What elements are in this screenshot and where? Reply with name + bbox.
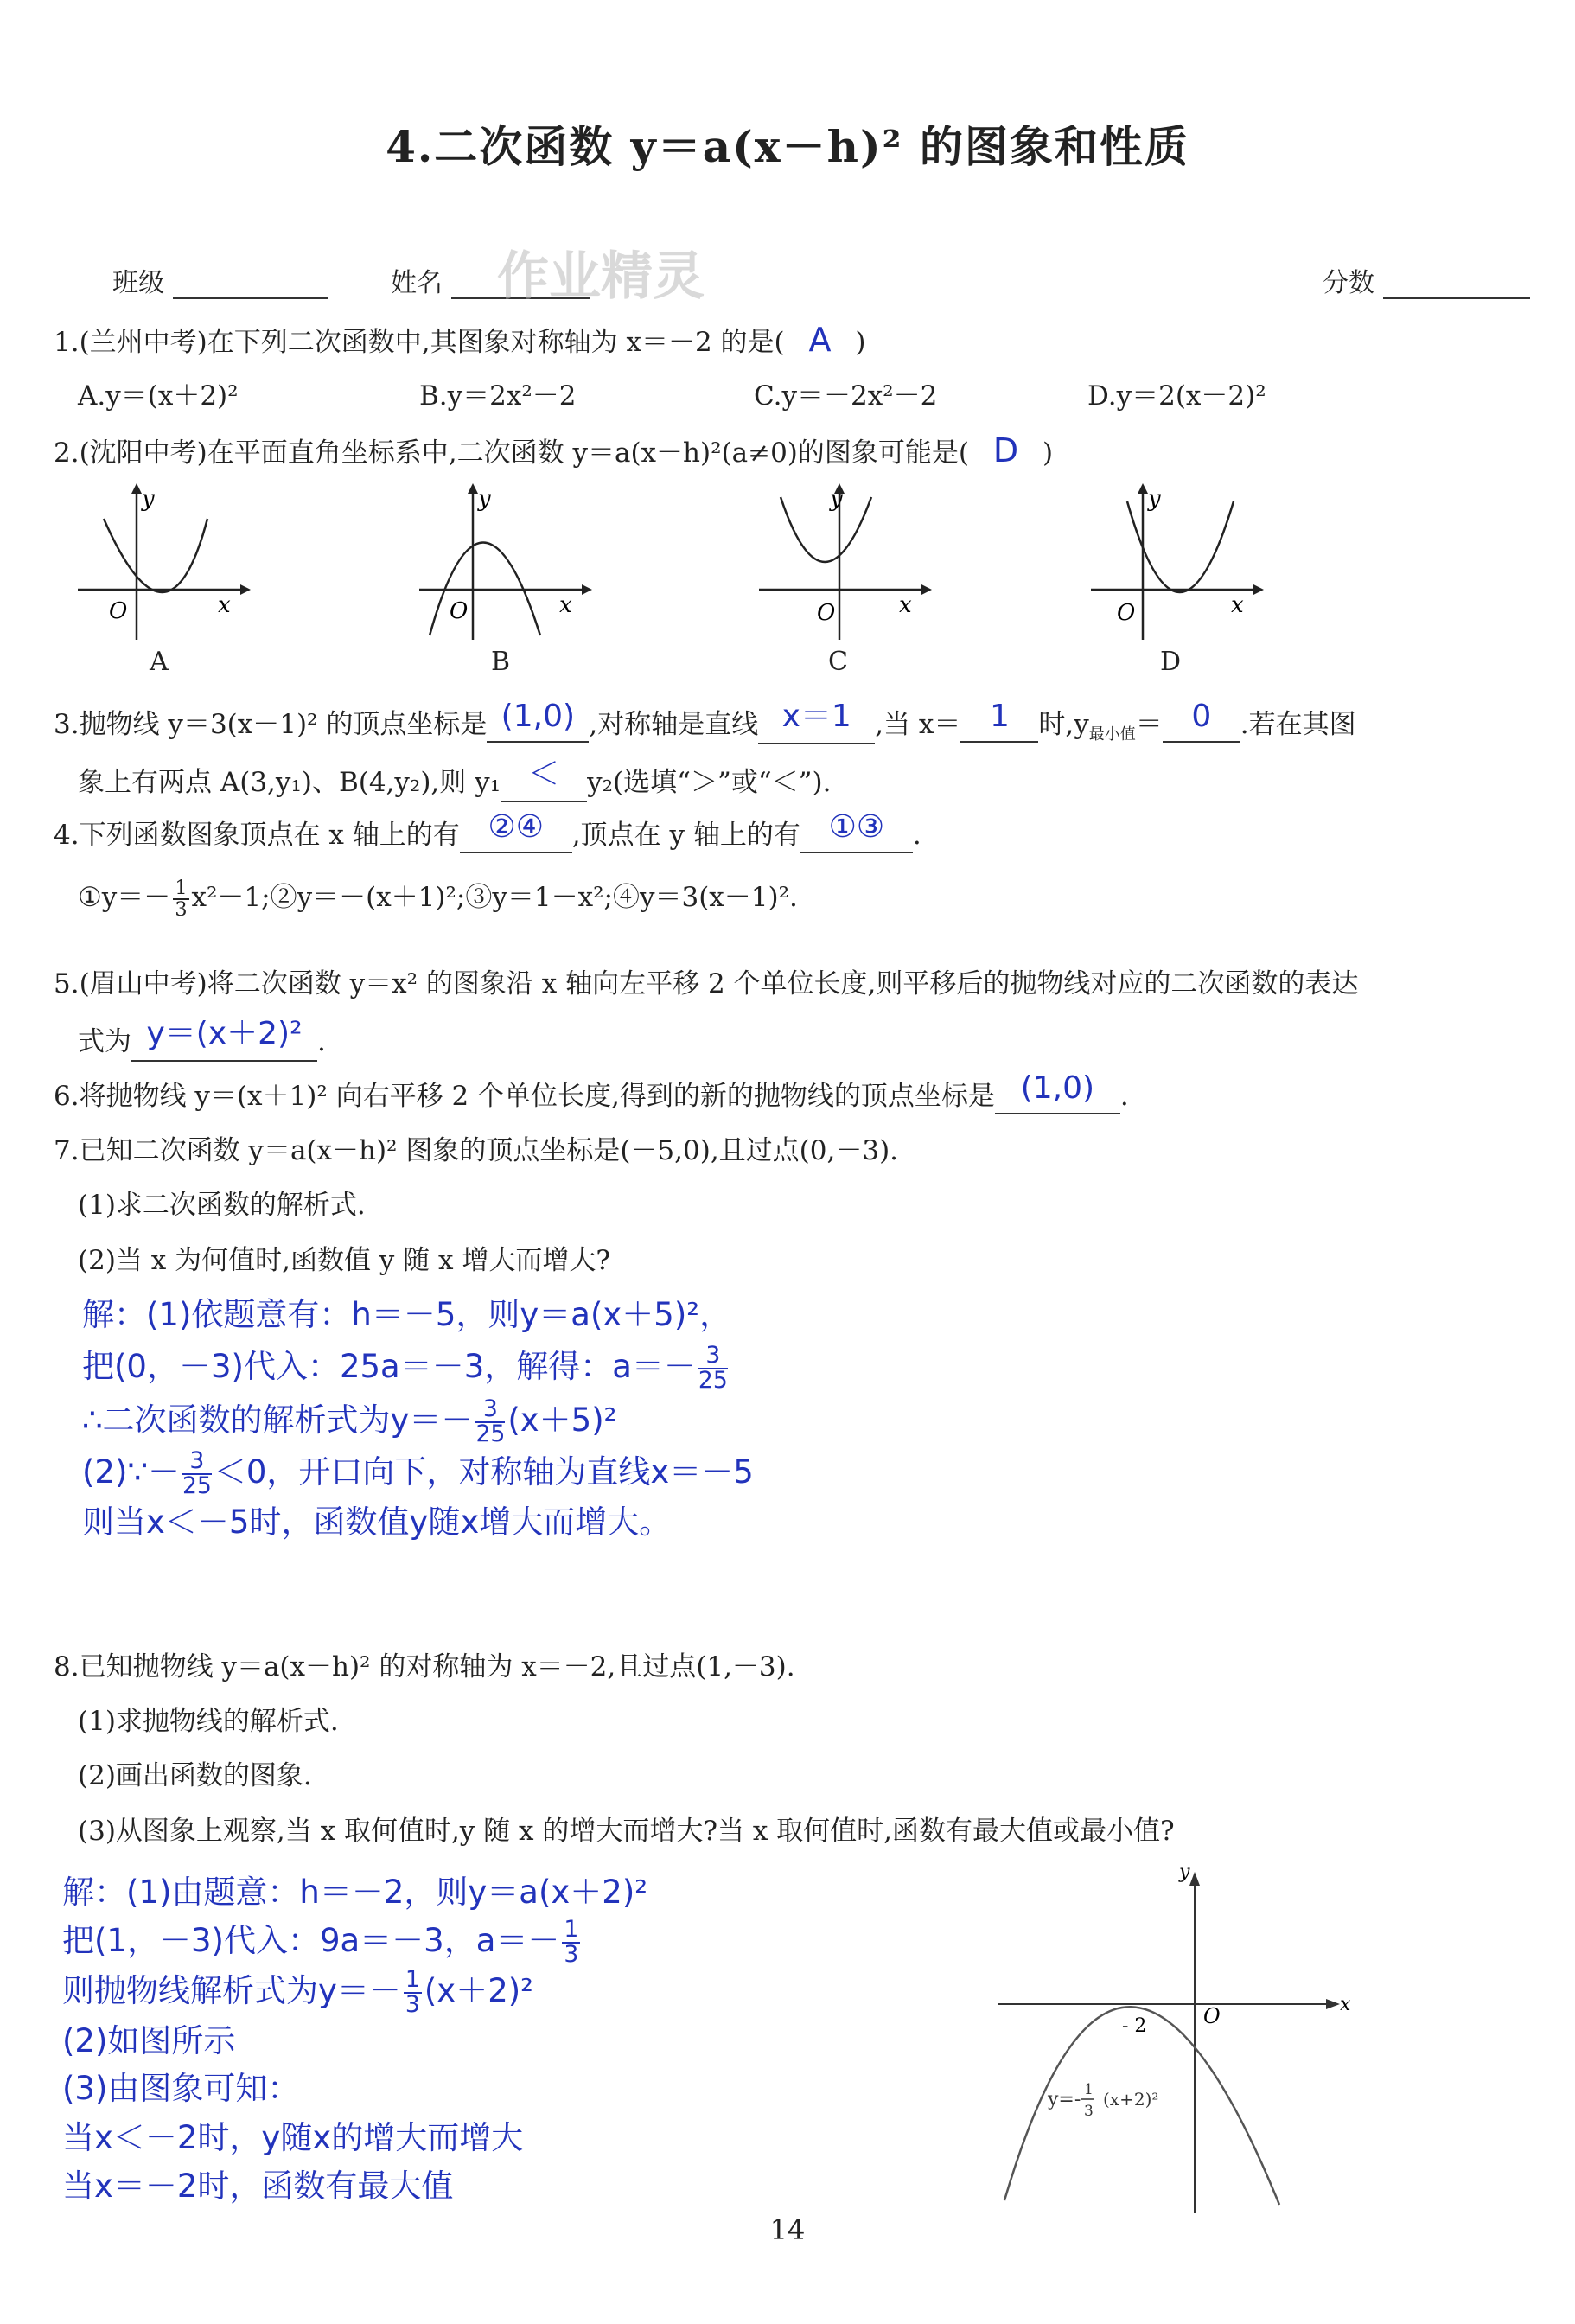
q7-sub2: (2)当 x 为何值时,函数值 y 随 x 增大而增大? <box>78 1245 610 1276</box>
class-blank <box>173 268 328 299</box>
q3-answer-vertex: (1,0) <box>501 699 576 734</box>
q6-answer: (1,0) <box>1020 1070 1095 1106</box>
svg-text:y: y <box>478 486 491 512</box>
origin-label: O <box>109 598 128 624</box>
name-label: 姓名 <box>391 268 443 298</box>
svg-text:x: x <box>1231 592 1244 618</box>
q2-caption-d: D <box>1160 647 1182 677</box>
svg-text:y: y <box>1148 486 1161 512</box>
q2-caption-b: B <box>491 647 511 677</box>
q8-sub2: (2)画出函数的图象. <box>78 1760 312 1791</box>
q8-parabola-graph <box>968 1859 1374 2222</box>
q3-line2: 象上有两点 A(3,y₁)、B(4,y₂),则 y₁ ＜ y₂(选填“＞”或“＜”). <box>78 757 831 802</box>
graph-vertex-label: - 2 <box>1122 2015 1147 2037</box>
svg-text:O: O <box>817 600 836 626</box>
svg-text:O: O <box>450 598 469 624</box>
q4-line2: ①y＝－ $\frac{1}{3}$ x²－1;②y＝－(x＋1)²;③y＝1－x²;④y＝3(x－1)². <box>78 877 798 921</box>
q7-solution-5: 则当x＜－5时，函数值y随x增大而增大。 <box>82 1504 672 1541</box>
svg-text:3: 3 <box>1084 2103 1094 2120</box>
q1-option-a: A.y＝(x＋2)² <box>78 380 239 412</box>
q7-solution-3: ∴二次函数的解析式为y＝－ $\frac{3}{25}$ (x＋5)² <box>82 1395 617 1447</box>
q7-solution-4: (2)∵－ $\frac{3}{25}$ ＜0，开口向下，对称轴为直线x＝－5 <box>82 1446 754 1499</box>
q2-graph-b <box>411 480 601 644</box>
q3-answer-compare: ＜ <box>528 757 560 792</box>
q2-caption-c: C <box>828 647 848 677</box>
class-label: 班级 <box>112 268 164 298</box>
graph-curve-label <box>1047 2081 1158 2120</box>
graph-y-label: y <box>1179 1861 1190 1883</box>
q1-option-c: C.y＝－2x²－2 <box>754 380 938 412</box>
q1-option-d: D.y＝2(x－2)² <box>1087 380 1266 412</box>
q7-solution-1: 解：(1)依题意有：h＝－5，则y＝a(x＋5)²， <box>82 1296 732 1333</box>
y-label: y <box>142 486 155 512</box>
q5-line1: 5.(眉山中考)将二次函数 y＝x² 的图象沿 x 轴向左平移 2 个单位长度,则平移后的抛物线对应的二次函数的表达 <box>54 968 1359 999</box>
q4-answer-xaxis: ②④ <box>488 809 545 845</box>
svg-text:(x+2)²: (x+2)² <box>1103 2089 1159 2110</box>
x-label: x <box>218 592 231 618</box>
score-blank <box>1383 268 1530 299</box>
q8-sub1: (1)求抛物线的解析式. <box>78 1706 339 1737</box>
class-field <box>112 261 328 299</box>
q8-stem: 8.已知抛物线 y＝a(x－h)² 的对称轴为 x＝－2,且过点(1,－3). <box>54 1651 795 1682</box>
svg-text:1: 1 <box>1084 2081 1094 2098</box>
q2-answer: D <box>992 431 1019 469</box>
q8-solution-4: (2)如图所示 <box>62 2022 236 2059</box>
q1-stem: 1.(兰州中考)在下列二次函数中,其图象对称轴为 x＝－2 的是( A ) <box>54 321 866 359</box>
graph-x-label: x <box>1340 1994 1351 2015</box>
q8-solution-1: 解：(1)由题意：h＝－2，则y＝a(x＋2)² <box>62 1874 648 1911</box>
q1-option-b: B.y＝2x²－2 <box>419 380 577 412</box>
svg-text:y=-: y=- <box>1048 2089 1081 2110</box>
q5-answer: y＝(x＋2)² <box>146 1016 303 1051</box>
q7-sub1: (1)求二次函数的解析式. <box>78 1190 366 1221</box>
score-label: 分数 <box>1323 268 1374 298</box>
q8-solution-3: 则抛物线解析式为y＝－ $\frac{1}{3}$ (x＋2)² <box>62 1965 533 2018</box>
watermark: 作业精灵 <box>497 246 705 307</box>
svg-text:O: O <box>1117 600 1136 626</box>
q2-stem: 2.(沈阳中考)在平面直角坐标系中,二次函数 y＝a(x－h)²(a≠0)的图象可能是( D ) <box>54 431 1054 469</box>
svg-text:x: x <box>559 592 572 618</box>
graph-origin: O <box>1203 2004 1221 2028</box>
q8-solution-2: 把(1，－3)代入：9a＝－3，a＝－ $\frac{1}{3}$ <box>62 1915 579 1968</box>
q4-answer-yaxis: ①③ <box>828 809 885 845</box>
q8-solution-7: 当x＝－2时，函数有最大值 <box>62 2168 454 2205</box>
q6-line: 6.将抛物线 y＝(x＋1)² 向右平移 2 个单位长度,得到的新的抛物线的顶点坐标是 (1,0) . <box>54 1074 1129 1114</box>
q7-stem: 7.已知二次函数 y＝a(x－h)² 图象的顶点坐标是(－5,0),且过点(0,－3). <box>54 1135 899 1166</box>
q2-graph-a <box>69 480 259 644</box>
q2-graph-c <box>750 480 941 644</box>
q4-line1: 4.下列函数图象顶点在 x 轴上的有 ②④ ,顶点在 y 轴上的有 ①③ . <box>54 813 921 853</box>
score-field <box>1323 261 1530 299</box>
q8-sub3: (3)从图象上观察,当 x 取何值时,y 随 x 的增大而增大?当 x 取何值时,函数有最大值或最小值? <box>78 1816 1175 1847</box>
svg-text:y: y <box>830 486 843 512</box>
svg-text:x: x <box>899 592 912 618</box>
page-number: 14 <box>769 2213 806 2246</box>
page-title: 4.二次函数 y＝a(x－h)² 的图象和性质 <box>386 121 1189 172</box>
q3-answer-min: 0 <box>1191 699 1212 734</box>
q2-caption-a: A <box>150 647 169 677</box>
q3-answer-x: 1 <box>989 699 1010 734</box>
q7-solution-2: 把(0，－3)代入：25a＝－3，解得：a＝－ $\frac{3}{25}$ <box>82 1341 728 1394</box>
q3-answer-axis: x＝1 <box>781 699 851 734</box>
q1-answer: A <box>808 321 832 359</box>
q2-graph-d <box>1082 480 1272 644</box>
q3-line1: 3.抛物线 y＝3(x－1)² 的顶点坐标是 (1,0) ,对称轴是直线 x＝1 ,当 x＝ 1 时$,y_{最小值}= 0$ .若在其图 <box>54 699 1356 744</box>
q5-line2: 式为 y＝(x＋2)² . <box>78 1016 326 1062</box>
q8-solution-6: 当x＜－2时，y随x的增大而增大 <box>62 2119 524 2156</box>
q8-solution-5: (3)由图象可知： <box>62 2070 300 2107</box>
